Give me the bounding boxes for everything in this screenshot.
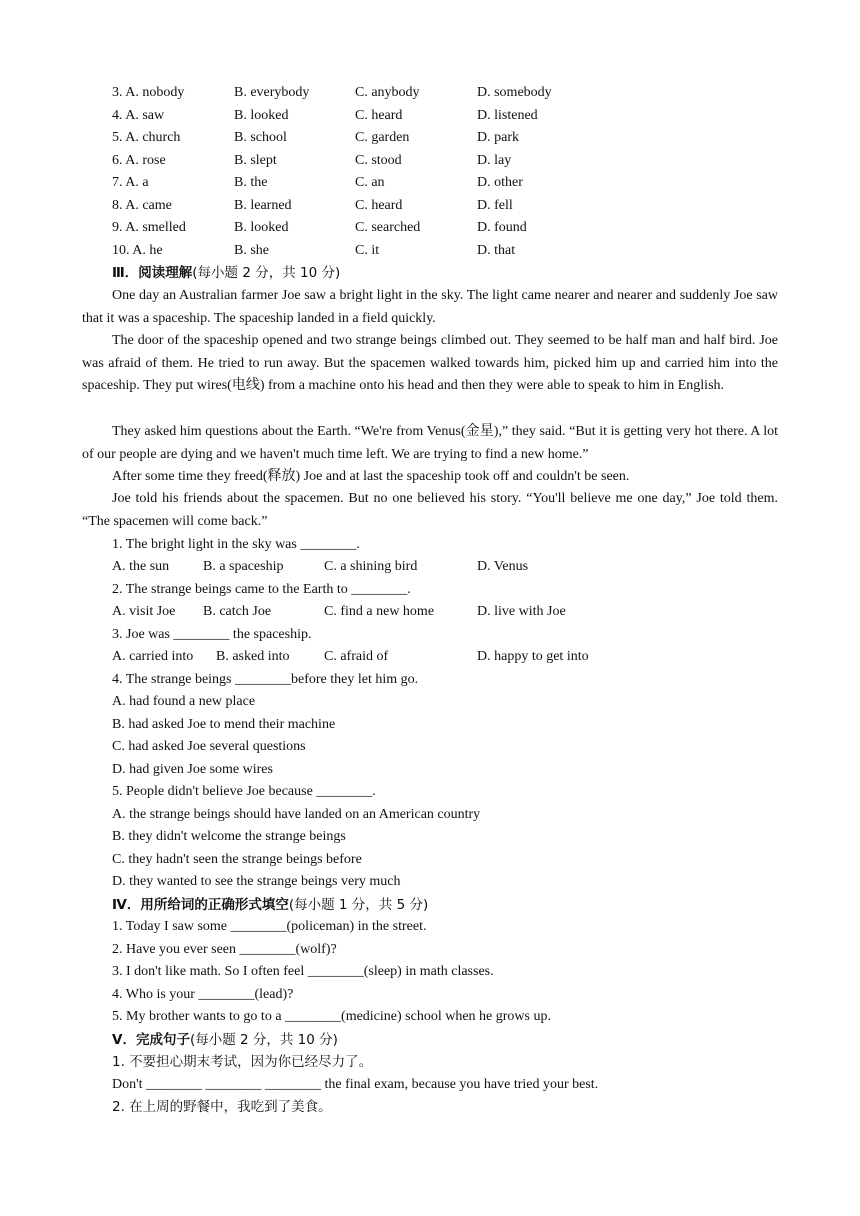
section-heading-word-forms xyxy=(112,894,428,917)
fill-in-item: 3. I don't like math. So I often feel ________(sleep) in math classes. xyxy=(112,964,494,979)
section-heading-complete-sentences xyxy=(112,1029,338,1052)
option-c: C. it xyxy=(355,243,380,258)
cloze-option-row xyxy=(112,82,812,105)
section-numeral: Ⅴ． xyxy=(112,1032,136,1048)
option-b: B. they didn't welcome the strange beings xyxy=(112,829,346,844)
option-c: C. find a new home xyxy=(324,604,435,619)
section-note: (每小题 2 分，共 10 分) xyxy=(192,265,341,281)
option-c: C. heard xyxy=(355,108,403,123)
option-a: 9. A. smelled xyxy=(112,220,186,235)
option-a: A. carried into xyxy=(112,649,194,664)
option-b: B. a spaceship xyxy=(203,559,284,574)
section-numeral: Ⅲ． xyxy=(112,265,139,281)
question-stem: 4. The strange beings ________before they let him go. xyxy=(112,672,419,687)
option-d: D. park xyxy=(477,130,519,145)
reading-paragraph: Joe told his friends about the spacemen. But no one believed his story. “You'll believe me one day,” Joe told them. “The spacemen will come back.” xyxy=(82,491,778,529)
cloze-option-row xyxy=(112,105,812,128)
option-c: C. searched xyxy=(355,220,421,235)
option-a: 5. A. church xyxy=(112,130,181,145)
cloze-option-row xyxy=(112,217,812,240)
option-b: B. school xyxy=(234,130,287,145)
section-numeral: Ⅳ． xyxy=(112,897,141,913)
option-b: B. everybody xyxy=(234,85,310,100)
option-b: B. she xyxy=(234,243,269,258)
option-d: D. listened xyxy=(477,108,538,123)
reading-paragraph: The door of the spaceship opened and two strange beings climbed out. They seemed to be half man and half bird. Joe was afraid of them. He tried to run away. But the spacemen walked towards him, picked him up and carried him into the spaceship. They put wires(电线) from a machine onto his head and then they were able to speak to him in English. xyxy=(82,333,778,394)
question-stem: 1. The bright light in the sky was ________. xyxy=(112,537,360,552)
option-c: C. heard xyxy=(355,198,403,213)
option-b: B. looked xyxy=(234,220,289,235)
option-d: D. live with Joe xyxy=(477,604,566,619)
question-stem: 2. The strange beings came to the Earth to ________. xyxy=(112,582,411,597)
option-c: C. anybody xyxy=(355,85,420,100)
option-a: 10. A. he xyxy=(112,243,163,258)
option-b: B. asked into xyxy=(216,649,290,664)
reading-paragraph: After some time they freed(释放) Joe and at last the spaceship took off and couldn't be seen. xyxy=(112,469,630,484)
section-note: (每小题 2 分，共 10 分) xyxy=(189,1032,338,1048)
section-note: (每小题 1 分，共 5 分) xyxy=(288,897,429,913)
option-d: D. fell xyxy=(477,198,513,213)
section-title: 阅读理解 xyxy=(138,265,193,281)
option-d: D. somebody xyxy=(477,85,552,100)
option-a: 3. A. nobody xyxy=(112,85,185,100)
option-a: A. the strange beings should have landed on an American country xyxy=(112,807,481,822)
option-b: B. looked xyxy=(234,108,289,123)
question-options xyxy=(112,601,812,624)
option-a: A. the sun xyxy=(112,559,170,574)
option-a: 6. A. rose xyxy=(112,153,166,168)
cloze-option-row xyxy=(112,195,812,218)
option-b: B. catch Joe xyxy=(203,604,272,619)
sentence-prompt-chinese: 2. 在上周的野餐中，我吃到了美食。 xyxy=(112,1099,332,1115)
cloze-option-row xyxy=(112,172,812,195)
option-a: A. had found a new place xyxy=(112,694,256,709)
cloze-option-row xyxy=(112,150,812,173)
fill-in-item: 5. My brother wants to go to a ________(medicine) school when he grows up. xyxy=(112,1009,551,1024)
fill-in-item: 1. Today I saw some ________(policeman) in the street. xyxy=(112,919,427,934)
question-stem: 3. Joe was ________ the spaceship. xyxy=(112,627,312,642)
section-heading-reading xyxy=(112,262,340,285)
option-c: C. an xyxy=(355,175,385,190)
option-c: C. a shining bird xyxy=(324,559,418,574)
option-b: B. learned xyxy=(234,198,292,213)
section-title: 用所给词的正确形式填空 xyxy=(140,897,289,913)
option-d: D. other xyxy=(477,175,523,190)
option-d: D. Venus xyxy=(477,559,529,574)
option-b: B. had asked Joe to mend their machine xyxy=(112,717,336,732)
option-c: C. they hadn't seen the strange beings before xyxy=(112,852,362,867)
question-options xyxy=(112,556,812,579)
option-a: 4. A. saw xyxy=(112,108,165,123)
reading-paragraph: One day an Australian farmer Joe saw a bright light in the sky. The light came nearer and nearer and suddenly Joe saw that it was a spaceship. The spaceship landed in a field quickly. xyxy=(82,288,778,326)
option-d: D. they wanted to see the strange beings very much xyxy=(112,874,401,889)
fill-in-item: 2. Have you ever seen ________(wolf)? xyxy=(112,942,337,957)
option-c: C. had asked Joe several questions xyxy=(112,739,306,754)
reading-paragraph: They asked him questions about the Earth. “We're from Venus(金星),” they said. “But it is getting very hot there. A lot of our people are dying and we haven't much time left. We are trying to find a new home.” xyxy=(82,424,778,462)
option-b: B. the xyxy=(234,175,268,190)
option-d: D. found xyxy=(477,220,527,235)
option-a: 7. A. a xyxy=(112,175,149,190)
option-c: C. afraid of xyxy=(324,649,389,664)
option-a: A. visit Joe xyxy=(112,604,176,619)
option-c: C. garden xyxy=(355,130,410,145)
option-b: B. slept xyxy=(234,153,277,168)
question-stem: 5. People didn't believe Joe because ________. xyxy=(112,784,376,799)
option-c: C. stood xyxy=(355,153,402,168)
cloze-option-row xyxy=(112,240,812,263)
option-d: D. lay xyxy=(477,153,512,168)
option-a: 8. A. came xyxy=(112,198,172,213)
sentence-prompt-chinese: 1. 不要担心期末考试，因为你已经尽力了。 xyxy=(112,1054,373,1070)
cloze-option-row xyxy=(112,127,812,150)
option-d: D. happy to get into xyxy=(477,649,589,664)
section-title: 完成句子 xyxy=(135,1032,190,1048)
option-d: D. had given Joe some wires xyxy=(112,762,273,777)
fill-in-item: 4. Who is your ________(lead)? xyxy=(112,987,294,1002)
option-d: D. that xyxy=(477,243,516,258)
sentence-english: Don't ________ ________ ________ the final exam, because you have tried your best. xyxy=(112,1077,599,1092)
question-options xyxy=(112,646,812,669)
